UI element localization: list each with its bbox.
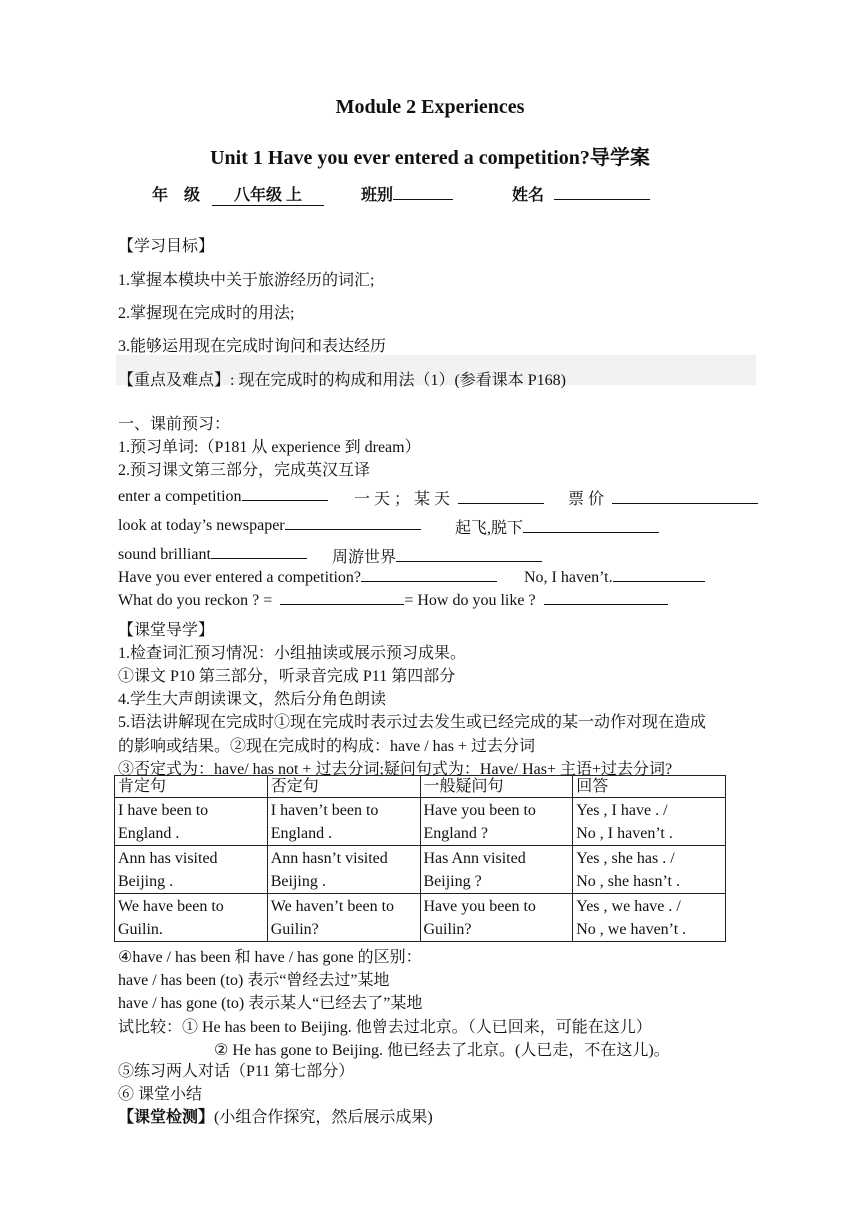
answer-blank[interactable]: [613, 567, 705, 582]
table-cell: [573, 894, 726, 942]
table-header-row: [115, 776, 726, 798]
cell-line: England .: [118, 825, 180, 842]
classroom-line: 的影响或结果。②现在完成时的构成：have / has + 过去分词: [118, 738, 536, 755]
table-cell: [267, 894, 420, 942]
cell-line: Beijing ?: [423, 873, 482, 890]
answer-blank[interactable]: [396, 547, 542, 562]
translate-item: [118, 590, 668, 610]
cell-line: No , she hasn’t .: [576, 873, 680, 890]
cell-line: Ann has visited: [118, 850, 218, 867]
translate-item: [118, 567, 497, 587]
cell-line: England .: [270, 825, 333, 842]
translate-item: [332, 544, 542, 567]
cell-line: I haven’t been to: [270, 802, 379, 819]
table-cell: [573, 846, 726, 894]
prompt-text: = How do you like ?: [404, 592, 536, 609]
table-row: [115, 798, 726, 846]
objective-item: 3.能够运用现在完成时询问和表达经历: [118, 338, 387, 355]
check-heading: 【课堂检测】: [118, 1109, 215, 1126]
table-cell: [267, 846, 420, 894]
cell-line: Yes , she has . /: [576, 850, 675, 867]
class-blank[interactable]: [393, 185, 453, 200]
module-title: Module 2 Experiences: [335, 96, 525, 118]
table-row: [115, 894, 726, 942]
translate-item: [118, 515, 421, 535]
check-section: [118, 1104, 433, 1127]
table-cell: [420, 846, 573, 894]
prompt-text: 周游世界: [332, 549, 397, 566]
prompt-text: 一 天 ； 某 天: [354, 491, 451, 508]
answer-blank[interactable]: [242, 486, 328, 501]
answer-blank[interactable]: [280, 590, 404, 605]
objectives-heading: 【学习目标】: [118, 238, 215, 255]
answer-blank[interactable]: [523, 518, 659, 533]
objective-item: 2.掌握现在完成时的用法;: [118, 305, 295, 322]
cell-line: We have been to: [118, 898, 224, 915]
answer-blank[interactable]: [458, 489, 544, 504]
table-cell: [420, 798, 573, 846]
check-note: (小组合作探究，然后展示成果): [214, 1109, 433, 1126]
cell-line: Ann hasn’t visited: [270, 850, 388, 867]
prompt-text: No, I haven’t.: [524, 569, 613, 586]
preview-item: 2.预习课文第三部分，完成英汉互译: [118, 462, 371, 479]
cell-line: No , I haven’t .: [576, 825, 673, 842]
table-cell: [420, 894, 573, 942]
classroom-line: 4.学生大声朗读课文，然后分角色朗读: [118, 691, 387, 708]
answer-blank[interactable]: [544, 590, 668, 605]
answer-blank[interactable]: [211, 544, 307, 559]
class-label: 班别: [361, 187, 394, 204]
translate-item: [118, 486, 328, 506]
cell-line: Has Ann visited: [423, 850, 526, 867]
classroom-heading: 【课堂导学】: [118, 622, 215, 639]
comparison-line: 试比较：① He has been to Beijing. 他曾去过北京。（人已回来，可能在这儿）: [118, 1019, 652, 1036]
cell-line: Guilin?: [270, 921, 319, 938]
cell-line: Have you been to: [423, 898, 536, 915]
cell-line: Yes , we have . /: [576, 898, 681, 915]
answer-blank[interactable]: [612, 489, 758, 504]
translate-item: [354, 486, 544, 509]
table-header-cell: 回答: [573, 776, 726, 798]
preview-heading: 一、课前预习：: [118, 416, 231, 433]
cell-line: Have you been to: [423, 802, 536, 819]
translate-item: [118, 544, 307, 564]
class-field: [361, 182, 453, 205]
explanation-line: have / has been (to) 表示“曾经去过”某地: [118, 972, 390, 989]
cell-line: Yes , I have . /: [576, 802, 668, 819]
cell-line: We haven’t been to: [270, 898, 395, 915]
classroom-line: ③否定式为：have/ has not + 过去分词;疑问句式为：Have/ Has+ 主语+过去分词?: [118, 761, 673, 778]
summary-line: ⑥ 课堂小结: [118, 1086, 203, 1103]
unit-title: Unit 1 Have you ever entered a competition?导学案: [210, 147, 650, 169]
cell-line: Beijing .: [270, 873, 326, 890]
cell-line: England ?: [423, 825, 488, 842]
prompt-text: sound brilliant: [118, 546, 211, 563]
objective-item: 1.掌握本模块中关于旅游经历的词汇;: [118, 272, 375, 289]
prompt-text: What do you reckon ? =: [118, 592, 273, 609]
key-points: 【重点及难点】: 现在完成时的构成和用法（1）(参看课本 P168): [118, 372, 567, 389]
grade-label: 年 级: [152, 187, 201, 204]
cell-line: Beijing .: [118, 873, 174, 890]
translate-item: [455, 515, 659, 538]
prompt-text: Have you ever entered a competition?: [118, 569, 361, 586]
translate-item: [524, 567, 705, 587]
comparison-line: ② He has gone to Beijing. 他已经去了北京。(人已走，不在这儿)。: [214, 1042, 670, 1059]
prompt-text: 票 价: [568, 491, 605, 508]
name-field: [512, 182, 650, 205]
name-label: 姓名: [512, 187, 545, 204]
prompt-text: 起飞,脱下: [455, 520, 524, 537]
table-header-cell: 肯定句: [115, 776, 268, 798]
grade-field: [212, 182, 324, 206]
table-cell: [115, 894, 268, 942]
cell-line: I have been to: [118, 802, 209, 819]
table-row: [115, 846, 726, 894]
table-header-cell: 一般疑问句: [420, 776, 573, 798]
cell-line: No , we haven’t .: [576, 921, 687, 938]
table-cell: [267, 798, 420, 846]
table-cell: [115, 798, 268, 846]
practice-line: ⑤练习两人对话（P11 第七部分）: [118, 1063, 355, 1080]
preview-item: 1.预习单词:（P181 从 experience 到 dream）: [118, 439, 421, 456]
table-cell: [573, 798, 726, 846]
grade-value: 八年级 上: [212, 182, 324, 206]
prompt-text: enter a competition: [118, 488, 242, 505]
classroom-line: 1.检查词汇预习情况：小组抽读或展示预习成果。: [118, 645, 467, 662]
grammar-table: [114, 775, 726, 942]
cell-line: Guilin.: [118, 921, 163, 938]
classroom-line: 5.语法讲解现在完成时①现在完成时表示过去发生或已经完成的某一动作对现在造成: [118, 714, 707, 731]
classroom-line: ①课文 P10 第三部分，听录音完成 P11 第四部分: [118, 668, 456, 685]
name-blank[interactable]: [554, 185, 650, 200]
table-header-cell: 否定句: [267, 776, 420, 798]
explanation-line: have / has gone (to) 表示某人“已经去了”某地: [118, 995, 423, 1012]
explanation-line: ④have / has been 和 have / has gone 的区别：: [118, 949, 422, 966]
translate-item: [568, 486, 758, 509]
table-cell: [115, 846, 268, 894]
cell-line: Guilin?: [423, 921, 472, 938]
answer-blank[interactable]: [361, 567, 497, 582]
answer-blank[interactable]: [285, 515, 421, 530]
prompt-text: look at today’s newspaper: [118, 517, 285, 534]
